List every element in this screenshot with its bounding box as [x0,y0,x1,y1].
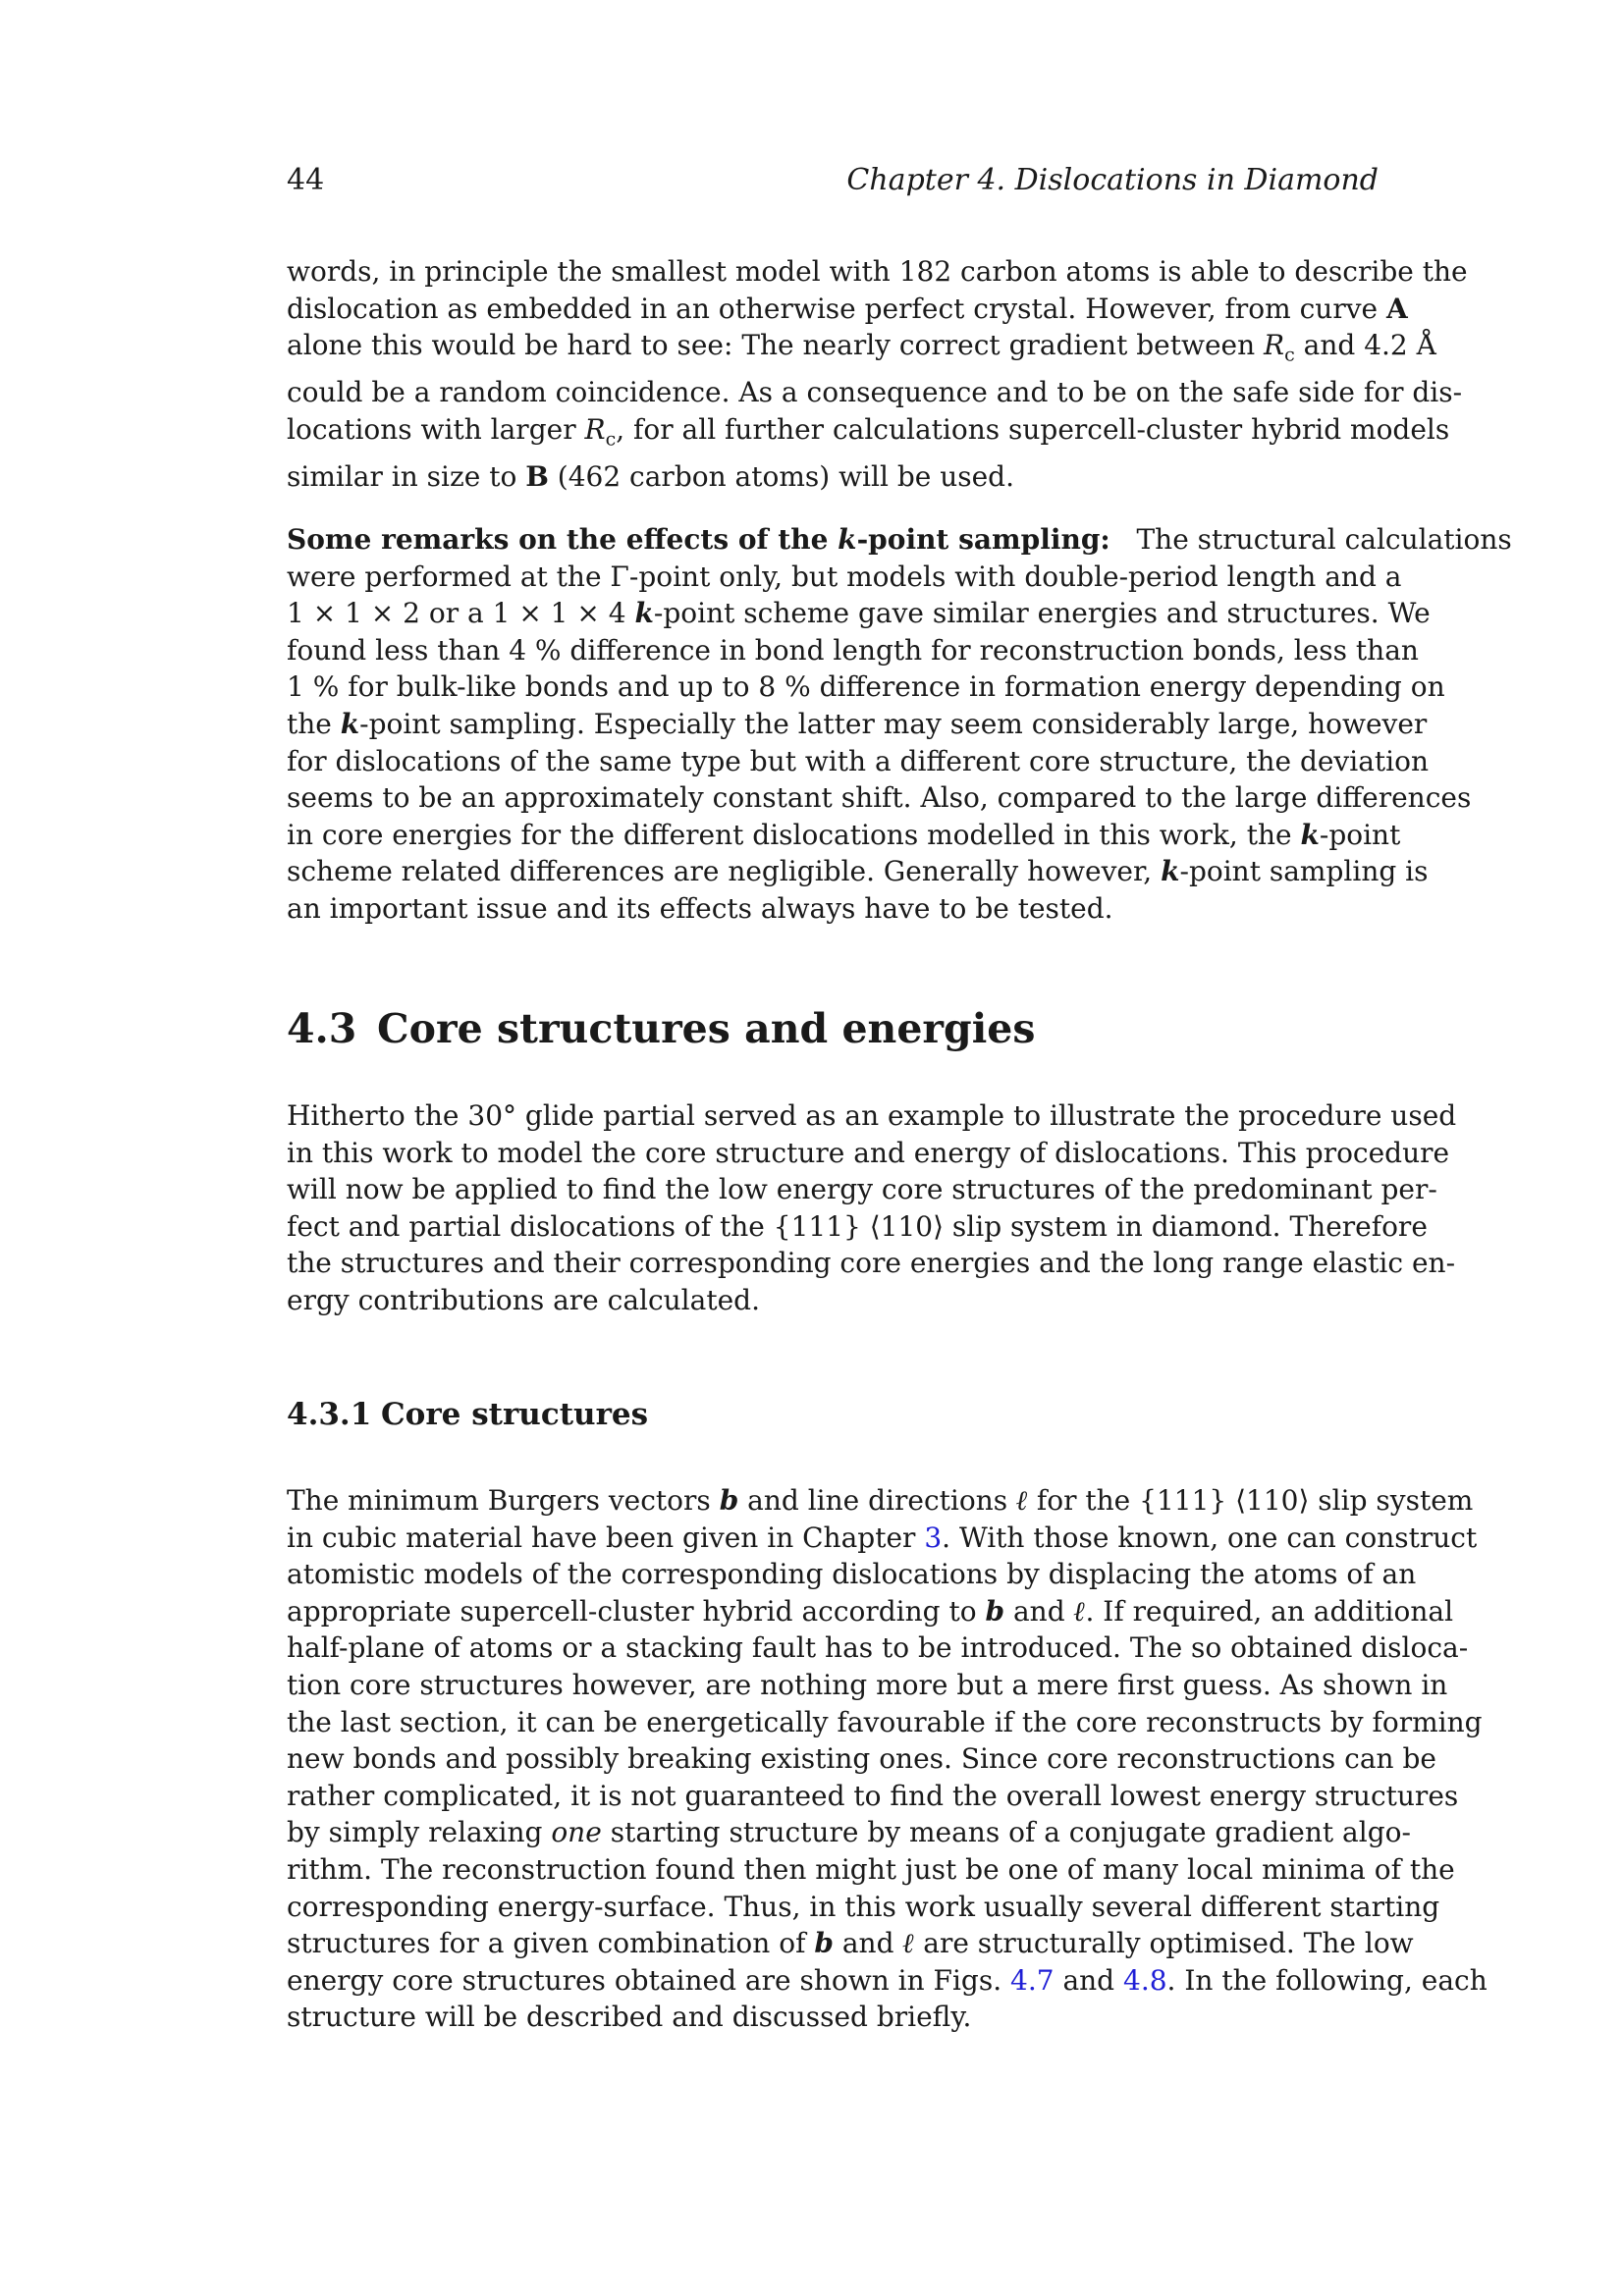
subsection-number: 4.3.1 [287,1397,372,1432]
paragraph-k-point-remarks: Some remarks on the effects of the k-point sampling: The structural calculations were performed at the Γ-point only, but models with double-period length and a 1 × 1 × 2 or a 1 × 1 × 4 k-point scheme gave similar energies and structures. We found less than 4 % difference in bond length for reconstruction bonds, less than 1 % for bulk-like bonds and up to 8 % difference in formation energy depending on the k-point sampling. Especially the latter may seem considerably large, however for dislocations of the same type but with a different core structure, the deviation seems to be an approximately constant shift. Also, compared to the large differences in core energies for the different dislocations modelled in this work, the k-point scheme related differences are negligible. Generally however, k-point sampling is an important issue and its effects always have to be tested. [287,523,1512,925]
paragraph-core-structures: The minimum Burgers vectors b and line directions ℓ for the {111} ⟨110⟩ slip system in cubic material have been given in Chapter 3. With those known, one can construct atomistic models of the corresponding dislocations by displacing the atoms of an appropriate supercell-cluster hybrid according to b and ℓ. If required, an additional half-plane of atoms or a stacking fault has to be introduced. The so obtained disloca- tion core structures however, are nothing more but a mere first guess. As shown in the last section, it can be energetically favourable if the core reconstructs by forming new bonds and possibly breaking existing ones. Since core reconstructions can be rather complicated, it is not guaranteed to find the overall lowest energy structures by simply relaxing one starting structure by means of a conjugate gradient algo- rithm. The reconstruction found then might just be one of many local minima of the corresponding energy-surface. Thus, in this work usually several different starting structures for a given combination of b and ℓ are structurally optimised. The low energy core structures obtained are shown in Figs. 4.7 and 4.8. In the following, each structure will be described and discussed briefly. [287,1484,1488,2034]
section-title: Core structures and energies [377,1005,1036,1052]
subsection-heading [287,1397,648,1432]
remarks-heading: Some remarks on the effects of the k-point sampling: [287,523,1110,556]
paragraph-section-intro: Hitherto the 30° glide partial served as an example to illustrate the procedure used in this work to model the core structure and energy of dislocations. This procedure will now be applied to find the low energy core structures of the predominant per- fect and partial dislocations of the {111} ⟨110⟩ slip system in diamond. Therefore the structures and their corresponding core energies and the long range elastic en- ergy contributions are calculated. [287,1099,1457,1316]
section-heading [287,1005,1035,1052]
figure-4-7-link[interactable]: 4.7 [1010,1963,1055,1997]
chapter-title: Chapter 4. Dislocations in Diamond [846,163,1379,197]
section-number: 4.3 [287,1005,357,1052]
paragraph-model-size: words, in principle the smallest model with 182 carbon atoms is able to describe the dislocation as embedded in an otherwise perfect crystal. However, from curve A alone this would be hard to see: The nearly correct gradient between $R_c$ and 4.2 Å could be a random coincidence. As a consequence and to be on the safe side for dis- locations with larger $R_c$, for all further calculations supercell-cluster hybrid models similar in size to B (462 carbon atoms) will be used. [287,255,1468,494]
page-number: 44 [287,163,325,197]
figure-4-8-link[interactable]: 4.8 [1123,1963,1167,1997]
subsection-title: Core structures [381,1397,649,1432]
chapter-3-link[interactable]: 3 [924,1521,943,1554]
running-header [287,161,1379,200]
